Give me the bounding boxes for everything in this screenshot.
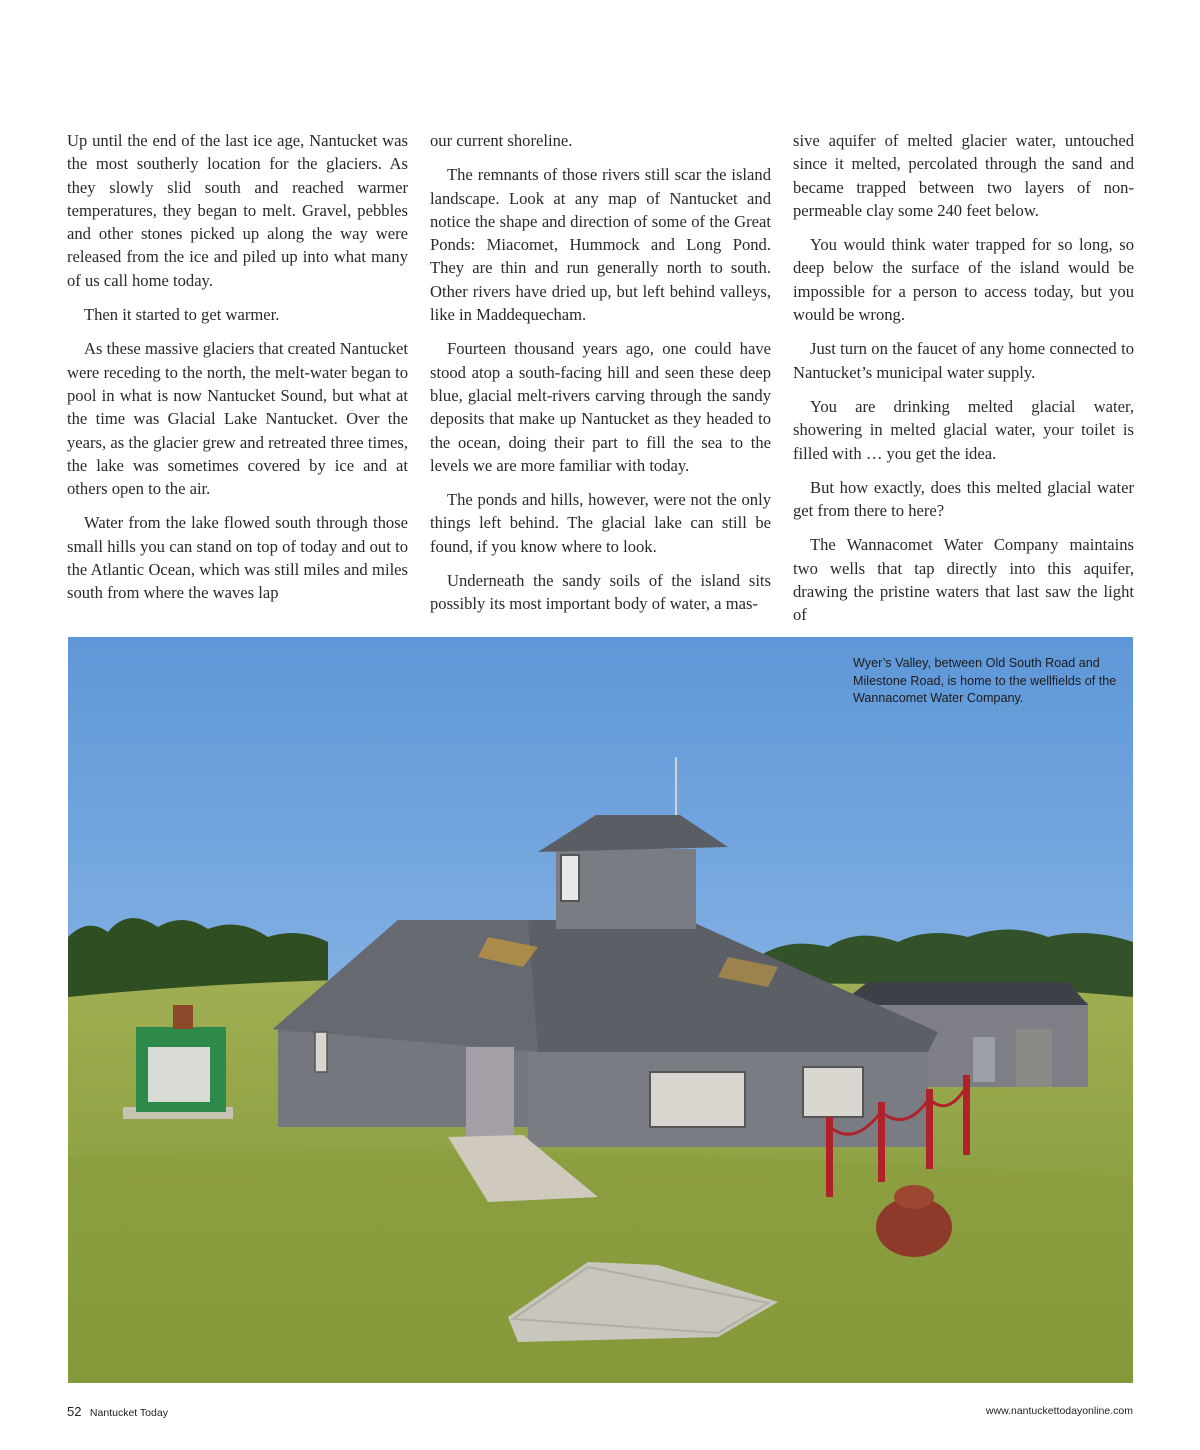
paragraph: The Wannacomet Water Company maintains two wells that tap directly into this aquifer, drawing the pristine waters that last saw the light of xyxy=(793,535,1134,625)
article-column-3 xyxy=(793,129,1134,638)
paragraph: You are drinking melted glacial water, showering in melted glacial water, your toilet is filled with … you get the idea. xyxy=(793,396,1134,463)
paragraph: Just turn on the faucet of any home connected to Nantucket’s municipal water supply. xyxy=(793,339,1134,382)
article-column-1 xyxy=(67,129,408,616)
paragraph: sive aquifer of melted glacier water, untouched since it melted, percolated through the sand and became trapped between two layers of non-permeable clay some 240 feet below. xyxy=(793,131,1134,220)
page-footer xyxy=(67,1403,1133,1421)
paragraph: Then it started to get warmer. xyxy=(84,305,280,325)
paragraph: Up until the end of the last ice age, Nantucket was the most southerly location for the glaciers. As they slowly slid south and reached warmer temperatures, they began to melt. Gravel, pebbles and other stones picked up along the way were released from the ice and piled up into what many of us call home today. xyxy=(67,131,408,290)
paragraph: You would think water trapped for so long, so deep below the surface of the island would be impossible for a person to access today, but you would be wrong. xyxy=(793,235,1134,325)
paragraph: But how exactly, does this melted glacial water get from there to here? xyxy=(793,477,1134,521)
pump-house-photo xyxy=(68,637,1133,1383)
paragraph: Fourteen thousand years ago, one could have stood atop a south-facing hill and seen these deep blue, glacial melt-rivers carving through the sandy deposits that make up Nantucket as they headed to the ocean, doing their part to fill the sea to the levels we are more familiar with today. xyxy=(430,339,771,475)
pump-house-illustration xyxy=(68,637,1133,1383)
paragraph: The ponds and hills, however, were not the only things left behind. The glacial lake can still be found, if you know where to look. xyxy=(430,490,771,556)
photo-caption: Wyer’s Valley, between Old South Road and Milestone Road, is home to the wellfields of the Wannacomet Water Company. xyxy=(853,656,1117,705)
page-number: 52 xyxy=(67,1404,82,1419)
magazine-name: Nantucket Today xyxy=(89,1407,168,1419)
paragraph: As these massive glaciers that created Nantucket were receding to the north, the melt-water began to pool in what is now Nantucket Sound, but what at the time was Glacial Lake Nantucket. Over the years, as the glacier grew and retreated three times, the lake was sometimes covered by ice and at others open to the air. xyxy=(67,339,408,499)
paragraph: our current shoreline. xyxy=(430,131,573,150)
website-url[interactable]: www.nantuckettodayonline.com xyxy=(985,1405,1133,1417)
paragraph: Water from the lake flowed south through those small hills you can stand on top of today and out to the Atlantic Ocean, which was still miles and miles south from where the waves lap xyxy=(67,513,408,603)
article-column-2 xyxy=(430,129,771,627)
paragraph: The remnants of those rivers still scar the island landscape. Look at any map of Nantucket and notice the shape and direction of some of the Great Ponds: Miacomet, Hummock and Long Pond. They are thin and run generally north to south. Other rivers have dried up, but left behind valleys, like in Maddequecham. xyxy=(430,165,771,325)
paragraph: Underneath the sandy soils of the island sits possibly its most important body of water, a mas- xyxy=(430,571,771,614)
